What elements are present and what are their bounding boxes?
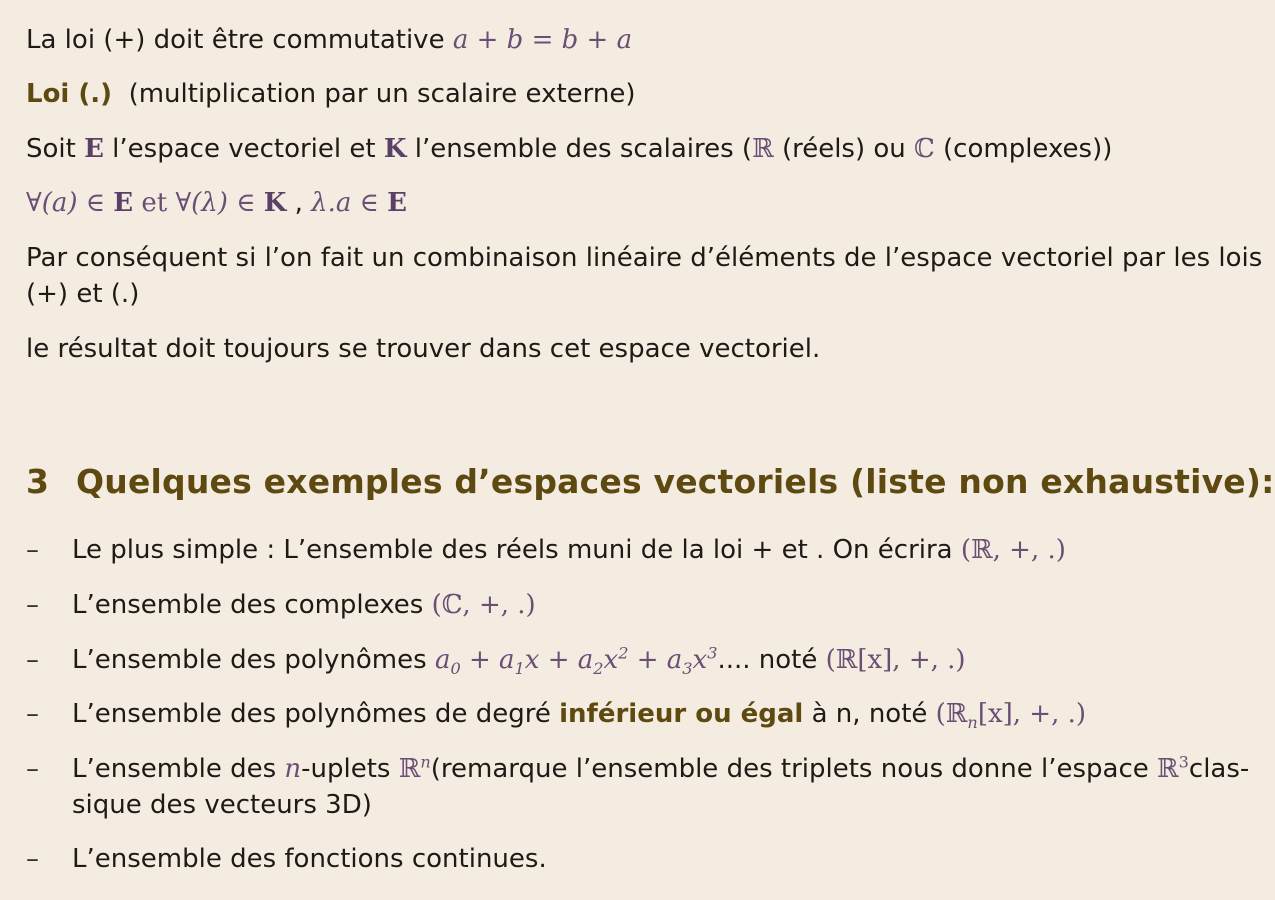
math-polynomial [434,643,718,679]
math: λ.a ∈ [311,188,388,218]
document-page [26,0,1275,900]
text: Par conséquent si l’on fait un combinaison linéaire d’éléments de l’espace vectoriel par les lois [26,243,1263,273]
math-reals: ℝ [752,134,774,164]
math-part: x [692,645,708,675]
math-part: x [603,645,619,675]
list-item-continuation [72,787,372,823]
text: le résultat doit toujours se trouver dans cet espace vectoriel. [26,334,821,364]
paragraph-loi-mult [26,76,636,112]
dash-bullet: – [26,535,39,565]
list-item [26,532,1066,568]
math-part: x + a [524,645,594,675]
text: L’ensemble des fonctions continues. [72,844,547,874]
math-part: 0 [450,659,461,679]
math-K: K [383,134,407,164]
math-part: (ℝ [935,699,968,729]
text: L’ensemble des polynômes [72,645,435,675]
math-commutativity: a + b = b + a [452,25,633,55]
math-part: a [434,645,451,675]
list-item [26,587,536,623]
math-E: E [84,134,104,164]
text: L’ensemble des [72,754,285,784]
math: (ℂ, +, .) [431,590,536,620]
math-part: 2 [593,659,604,679]
math-complex: ℂ [914,134,935,164]
text: l’ensemble des scalaires ( [406,134,753,164]
paragraph-commutative [26,22,632,58]
dash-bullet: – [26,590,39,620]
list-item [26,642,966,678]
list-item [26,751,1249,787]
text: L’ensemble des complexes [72,590,432,620]
math: ℝ [398,754,421,784]
math-part: + a [460,645,515,675]
text: .... noté [717,645,826,675]
text: (complexes)) [934,134,1113,164]
math: n [420,752,431,772]
math-part: + a [628,645,683,675]
math: ℝ [1157,754,1179,784]
text: à n, noté [803,699,936,729]
text: (multiplication par un scalaire externe) [128,79,636,109]
math: ∀(a) ∈ [26,188,114,218]
paragraph-resultat [26,331,820,367]
math-part: 2 [618,643,629,663]
math: n [284,754,302,784]
dash-bullet: – [26,699,39,729]
math [935,699,1087,733]
math-part: n [967,713,978,733]
math-text: et [133,188,176,218]
text: sique des vecteurs 3D) [72,790,372,820]
math: ∀(λ) ∈ [175,188,264,218]
paragraph-combinaison-line1 [26,240,1262,276]
separator: , [286,188,312,218]
text: clas- [1188,754,1250,784]
text: Soit [26,134,85,164]
math-part: 1 [514,659,525,679]
math-E: E [113,188,134,218]
section-title: Quelques exemples d’espaces vectoriels (liste non exhaustive): [76,462,1275,501]
text: (+) et (.) [26,279,140,309]
bold-text: inférieur ou égal [559,699,804,729]
text: l’espace vectoriel et [103,134,384,164]
math-E: E [387,188,407,218]
math-part: 3 [707,643,718,663]
list-item [26,696,1086,732]
text: (remarque l’ensemble des triplets nous donne l’espace [430,754,1158,784]
text: Le plus simple : L’ensemble des réels muni de la loi + et . On écrira [72,535,961,565]
text: (réels) ou [773,134,915,164]
text: -uplets [301,754,399,784]
math-part: [x], +, .) [977,699,1087,729]
paragraph-combinaison-line2 [26,276,139,312]
formula-scalar-closure [26,185,407,221]
dash-bullet: – [26,844,39,874]
list-item [26,841,547,877]
math: 3 [1178,752,1189,772]
text: L’ensemble des polynômes de degré [72,699,560,729]
math: (ℝ, +, .) [960,535,1066,565]
math-K: K [263,188,287,218]
paragraph-espace-scalaires [26,131,1112,167]
math: (ℝ[x], +, .) [825,645,966,675]
section-number: 3 [26,462,50,501]
section-heading [26,462,1275,501]
dash-bullet: – [26,645,39,675]
bold-label: Loi (.) [26,79,113,109]
dash-bullet: – [26,754,39,784]
text: La loi (+) doit être commutative [26,25,453,55]
math-part: 3 [682,659,693,679]
